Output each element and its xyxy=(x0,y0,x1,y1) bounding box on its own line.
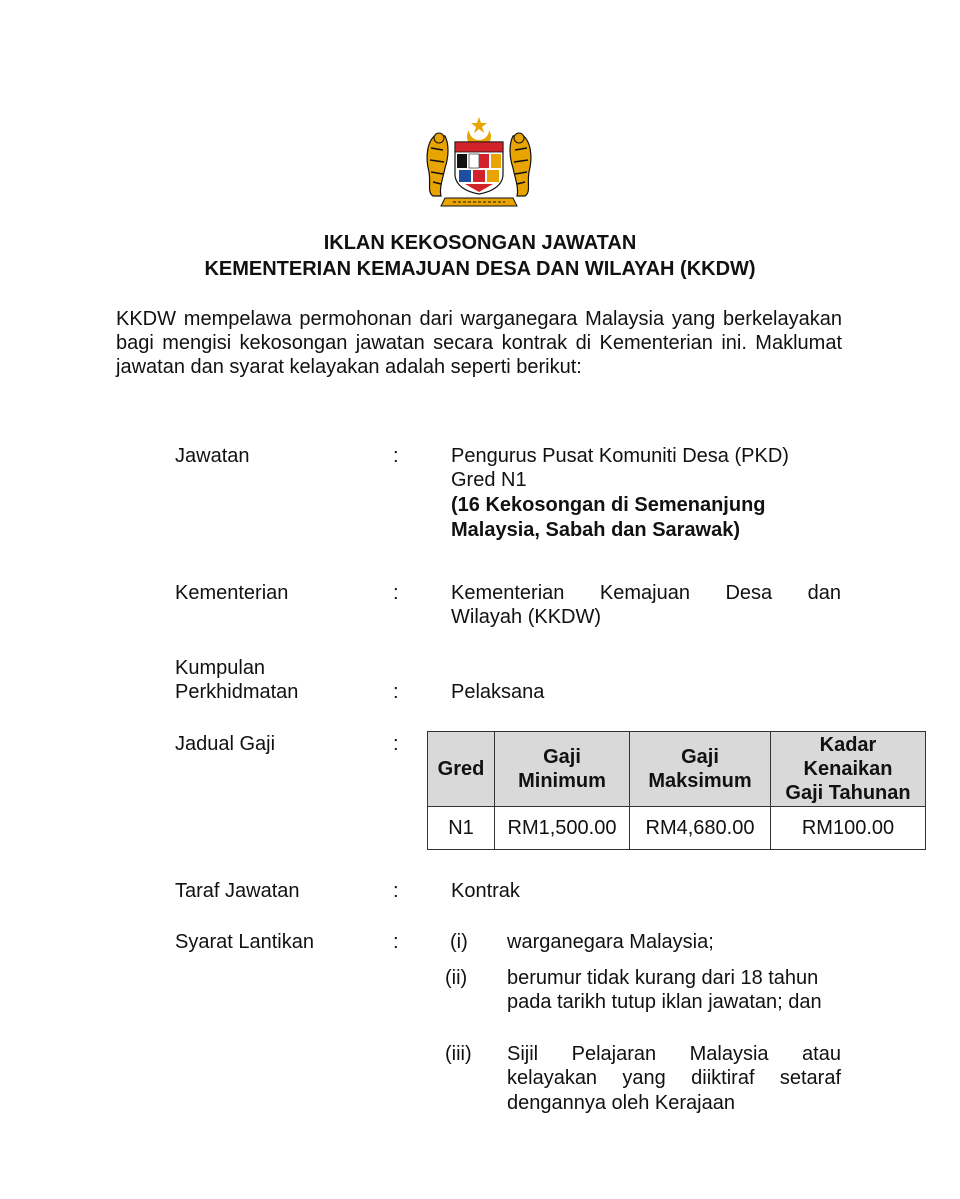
header-gaji-minimum xyxy=(495,732,630,807)
item-number-2: (ii) xyxy=(445,967,468,989)
list-item-line3: dengannya oleh Kerajaan xyxy=(507,1092,735,1114)
document-title: IKLAN KEKOSONGAN JAWATAN xyxy=(323,232,637,254)
item-number-1: (i) xyxy=(450,931,468,953)
jawatan-grade: Gred N1 xyxy=(451,469,527,491)
cell-kadar-kenaikan: RM100.00 xyxy=(771,807,926,850)
list-item: Sijil Pelajaran Malaysia atau xyxy=(507,1043,841,1065)
coat-of-arms-emblem xyxy=(419,112,539,212)
kementerian-value: Kementerian Kemajuan Desa dan xyxy=(451,582,841,604)
intro-paragraph: KKDW mempelawa permohonan dari warganegara Malaysia yang berkelayakan bagi mengisi kekosongan jawatan secara kontrak di Kementerian ini. Maklumat jawatan dan syarat kelayakan adalah seperti berikut: xyxy=(116,308,842,378)
perkhidmatan-label: Perkhidmatan xyxy=(175,681,299,703)
header-max-line2: Maksimum xyxy=(648,770,752,792)
syarat-label: Syarat Lantikan xyxy=(175,931,314,953)
vacancy-count: (16 Kekosongan di Semenanjung xyxy=(451,494,766,516)
colon: : xyxy=(393,582,399,604)
header-kadar-kenaikan xyxy=(771,732,926,807)
cell-gaji-maksimum: RM4,680.00 xyxy=(630,807,771,850)
vacancy-region: Malaysia, Sabah dan Sarawak) xyxy=(451,519,741,541)
taraf-value: Kontrak xyxy=(451,880,520,902)
salary-table-header xyxy=(428,732,926,807)
header-kadar-line3: Gaji Tahunan xyxy=(785,782,911,804)
table-row xyxy=(428,807,926,850)
colon: : xyxy=(393,931,399,953)
jawatan-label: Jawatan xyxy=(175,445,250,467)
list-item: warganegara Malaysia; xyxy=(507,931,714,953)
header-min-line2: Minimum xyxy=(518,770,606,792)
list-item-line2: kelayakan yang diiktiraf setaraf xyxy=(507,1067,841,1089)
jadual-gaji-label: Jadual Gaji xyxy=(175,733,276,755)
header-kadar-line2: Kenaikan xyxy=(803,758,893,780)
jawatan-value: Pengurus Pusat Komuniti Desa (PKD) xyxy=(451,445,789,467)
ministry-title: KEMENTERIAN KEMAJUAN DESA DAN WILAYAH (KKDW) xyxy=(204,258,756,280)
taraf-label: Taraf Jawatan xyxy=(175,880,300,902)
colon: : xyxy=(393,681,399,703)
salary-table xyxy=(427,731,926,850)
kumpulan-label: Kumpulan xyxy=(175,657,266,679)
header-gaji-maksimum xyxy=(630,732,771,807)
colon: : xyxy=(393,733,399,755)
header-max-line1: Gaji xyxy=(681,746,719,768)
cell-gred: N1 xyxy=(428,807,495,850)
header-min-line1: Gaji xyxy=(543,746,581,768)
list-item-line2: pada tarikh tutup iklan jawatan; dan xyxy=(507,991,822,1013)
kementerian-label: Kementerian xyxy=(175,582,289,604)
colon: : xyxy=(393,445,399,467)
header-kadar-line1: Kadar xyxy=(819,734,877,756)
colon: : xyxy=(393,880,399,902)
kementerian-value-2: Wilayah (KKDW) xyxy=(451,606,602,628)
cell-gaji-minimum: RM1,500.00 xyxy=(495,807,630,850)
item-number-3: (iii) xyxy=(445,1043,472,1065)
kumpulan-value: Pelaksana xyxy=(451,681,545,703)
header-gred: Gred xyxy=(428,732,495,807)
list-item: berumur tidak kurang dari 18 tahun xyxy=(507,967,819,989)
